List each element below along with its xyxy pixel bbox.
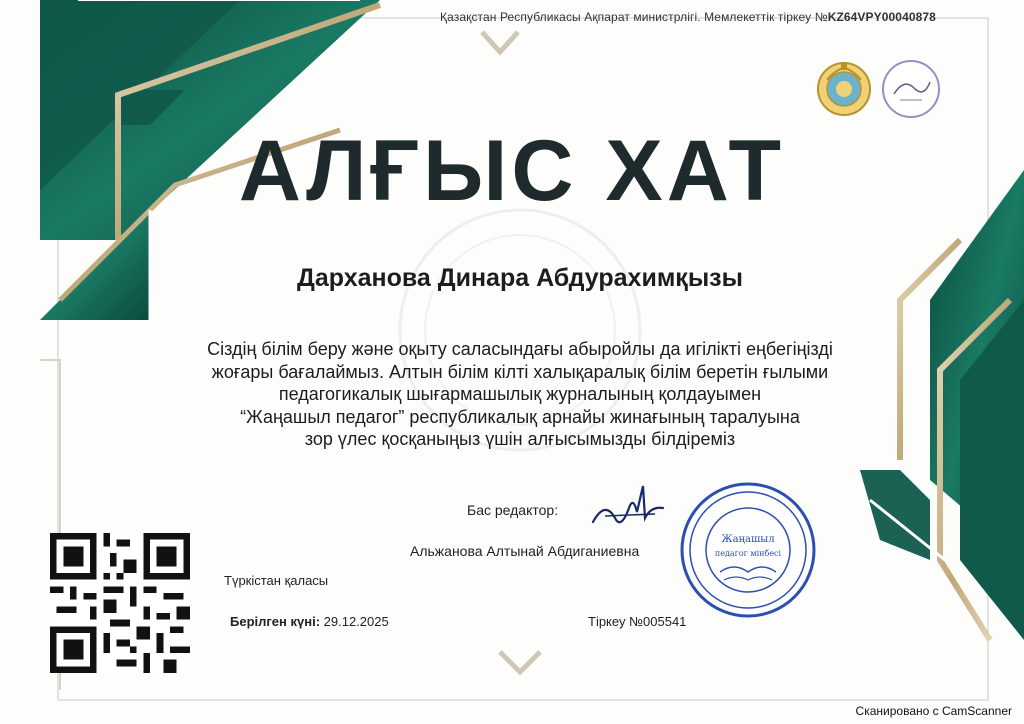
body-line: зор үлес қосқаныңыз үшін алғысымызды білдіреміз (304, 429, 736, 449)
body-line: педагогикалық шығармашылық журналының қолдауымен (278, 384, 762, 404)
state-emblem-icon (815, 60, 873, 118)
registration-text: Қазақстан Республикасы Ақпарат министрлігі. Мемлекеттік тіркеу № (440, 10, 828, 24)
issued-date-value: 29.12.2025 (323, 614, 389, 629)
body-line: Сіздің білім беру және оқыту саласындағы абыройлы да игілікті еңбегіңізді (207, 339, 833, 359)
page-title: АЛҒЫС ХАТ (238, 123, 786, 219)
publisher-logo-icon (880, 58, 942, 120)
registration-line (440, 10, 936, 24)
body-line: жоғары бағалаймыз. Алтын білім кілті халықаралық білім беретін ғылыми (211, 361, 829, 382)
official-seal (678, 480, 818, 620)
registration-number-bottom: Тіркеу №005541 (588, 614, 687, 629)
registration-number: KZ64VPY00040878 (827, 10, 936, 24)
issued-label: Берілген күні: (230, 614, 321, 629)
editor-label: Бас редактор: (467, 502, 559, 518)
seal-text: Жаңашыл (721, 534, 775, 545)
issued-date (230, 614, 389, 629)
editor-name: Альжанова Алтынай Абдиганиевна (410, 543, 640, 559)
signature-image (585, 478, 675, 538)
qr-code-icon (50, 533, 190, 673)
recipient-name: Дарханова Динара Абдурахимқызы (297, 264, 743, 292)
svg-text:педагог мінбесі: педагог мінбесі (714, 549, 782, 558)
body-text (140, 338, 900, 451)
city-label: Түркістан қаласы (224, 573, 329, 588)
scanner-watermark: Сканировано с CamScanner (855, 704, 1012, 718)
body-line: “Жаңашыл педагог” республикалық арнайы жинағының таралуына (240, 406, 800, 427)
